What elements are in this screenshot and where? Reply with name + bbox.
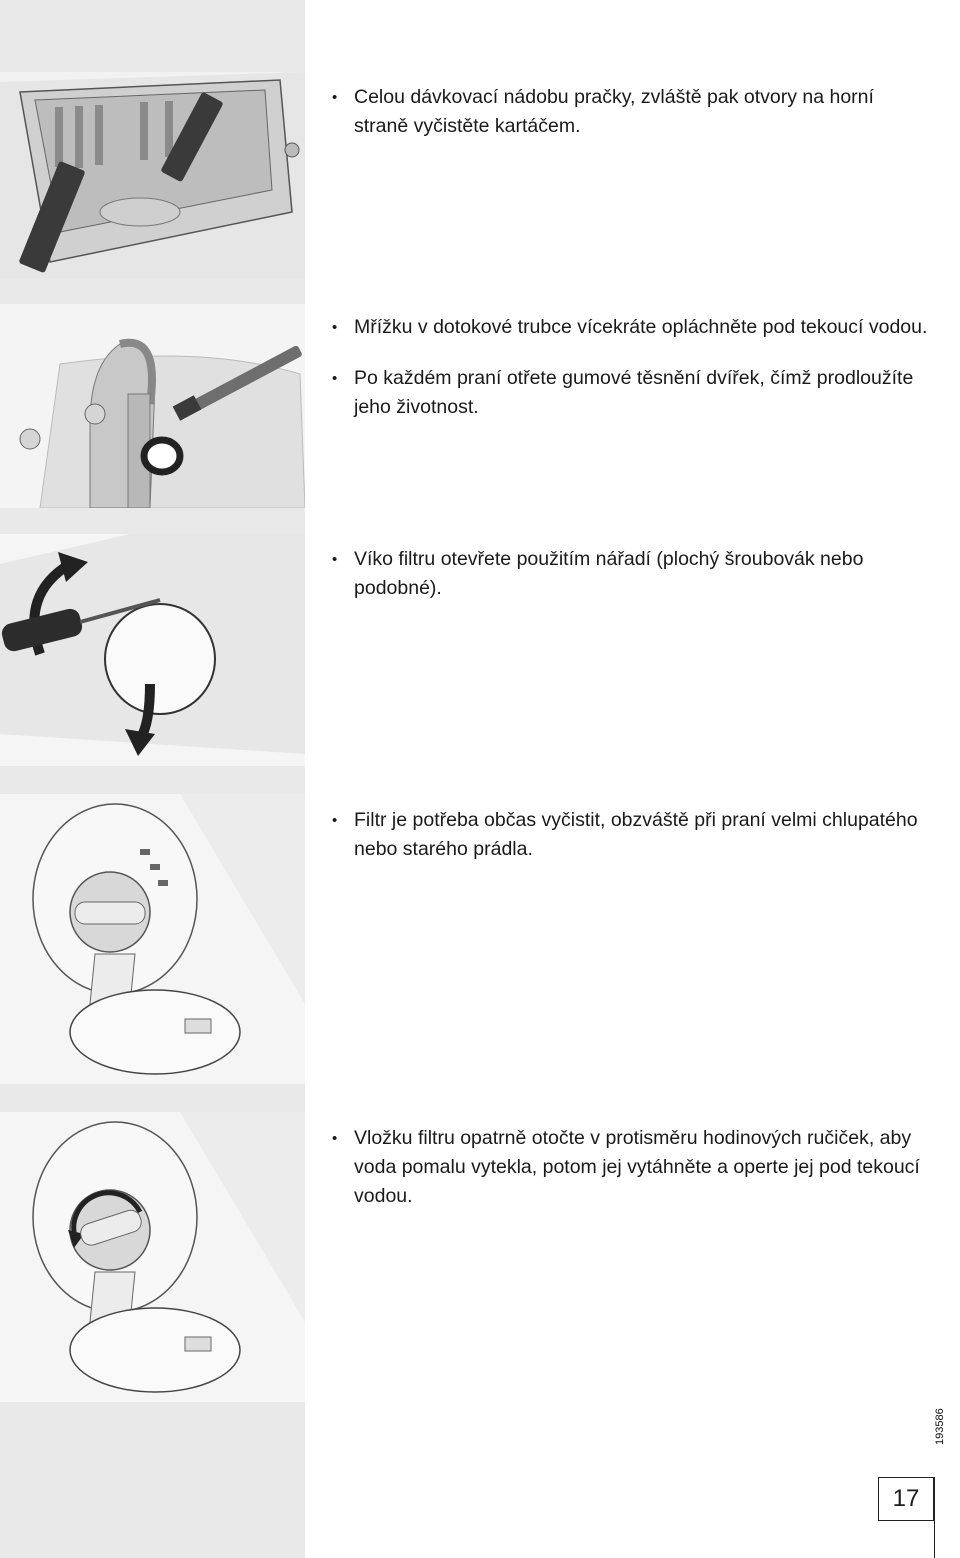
section-2-text	[332, 313, 932, 444]
margin-strip-2	[0, 278, 305, 304]
instruction-bullet: • Mřížku v dotokové trubce vícekráte opláchněte pod tekoucí vodou.	[332, 313, 932, 342]
margin-strip-4	[0, 766, 305, 794]
instruction-bullet: • Po každém praní otřete gumové těsnění dvířek, čímž prodloužíte jeho životnost.	[332, 364, 932, 422]
instruction-bullet: • Vložku filtru opatrně otočte v protisměru hodinových ručiček, aby voda pomalu vytekla, potom jej vytáhněte a operte jej pod tekoucí vodou.	[332, 1124, 932, 1211]
margin-strip-3	[0, 508, 305, 534]
illustration-open-filter	[0, 794, 305, 1084]
illustration-faucet	[0, 304, 305, 508]
section-5-text	[332, 1124, 932, 1233]
section-3-text	[332, 545, 932, 625]
page-number-divider	[934, 1477, 935, 1558]
page-number: 17	[878, 1477, 934, 1521]
instruction-bullet: • Celou dávkovací nádobu pračky, zvláště pak otvory na horní straně vyčistěte kartáčem.	[332, 83, 932, 141]
margin-strip-5	[0, 1084, 305, 1112]
instruction-bullet: • Víko filtru otevřete použitím nářadí (plochý šroubovák nebo podobné).	[332, 545, 932, 603]
illustration-filter-cover-screwdriver	[0, 534, 305, 766]
section-1-text	[332, 83, 932, 163]
illustration-detergent-drawer	[0, 72, 305, 278]
margin-strip-1	[0, 0, 305, 72]
margin-strip-6	[0, 1402, 305, 1558]
section-4-text	[332, 806, 932, 886]
document-code: 193586	[934, 1408, 946, 1446]
illustration-rotate-filter	[0, 1112, 305, 1402]
instruction-bullet: • Filtr je potřeba občas vyčistit, obzváště při praní velmi chlupatého nebo starého prádla.	[332, 806, 932, 864]
